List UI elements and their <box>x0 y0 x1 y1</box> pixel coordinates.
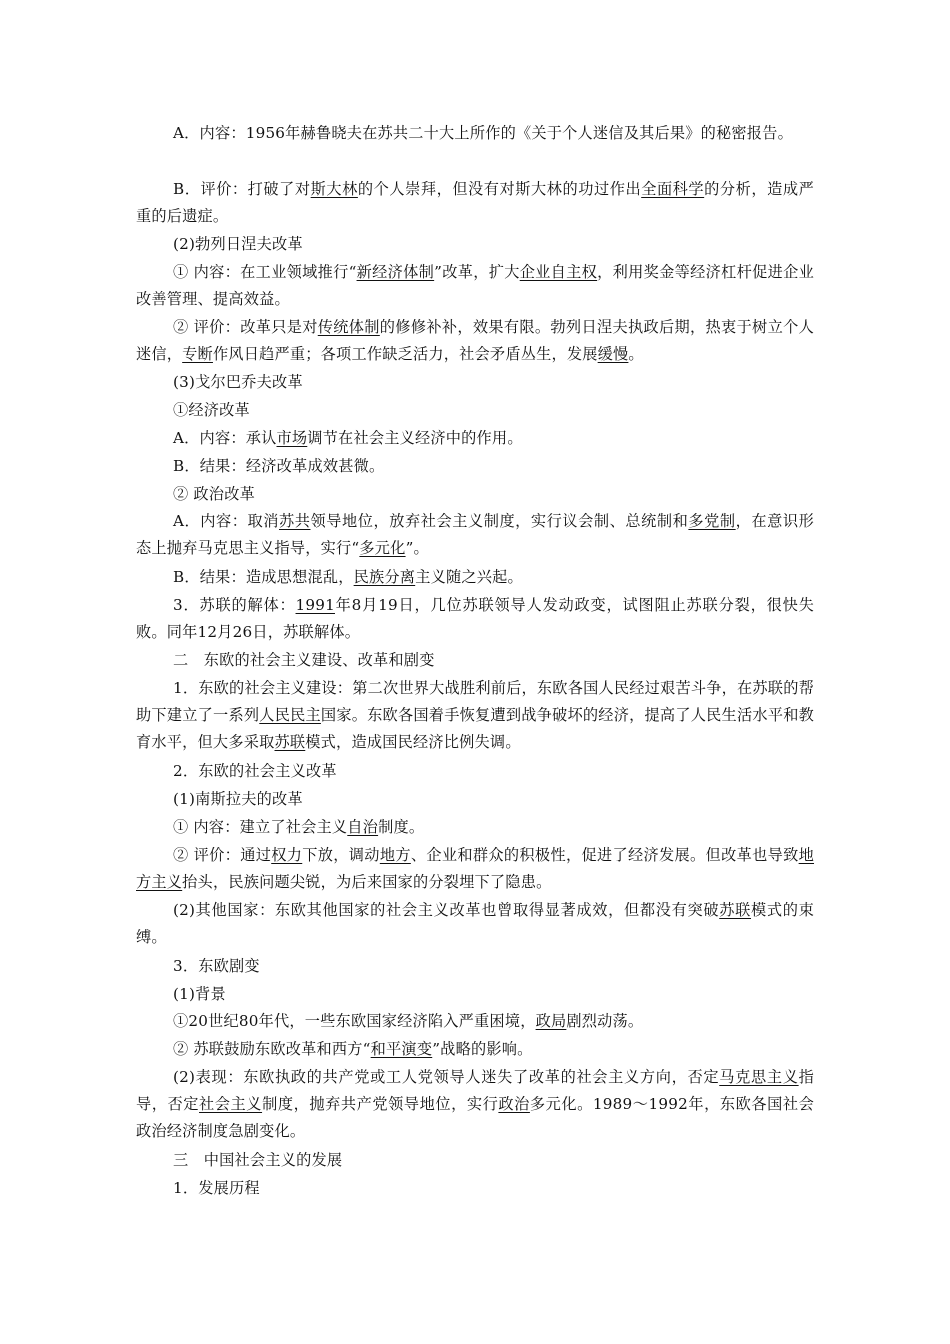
text-run: ”。 <box>405 539 429 557</box>
underlined-term: 全面科学 <box>641 180 705 198</box>
text-run: ”改革，扩大 <box>434 263 520 281</box>
text-run: 多元化。1989～1992年，东欧各国社会政治经济制度急剧变化。 <box>136 1095 814 1140</box>
text-run: (3)戈尔巴乔夫改革 <box>173 373 303 391</box>
text-run: B．评价：打破了对 <box>173 180 311 198</box>
text-run: ① 内容：建立了社会主义 <box>173 818 348 836</box>
paragraph <box>136 758 814 785</box>
paragraph <box>136 1036 814 1063</box>
text-run: 抬头，民族问题尖锐，为后来国家的分裂埋下了隐患。 <box>182 873 552 891</box>
text-run: 二 东欧的社会主义建设、改革和剧变 <box>173 651 435 669</box>
paragraph <box>136 842 814 896</box>
text-run: 指导，否定 <box>136 1068 815 1113</box>
underlined-term: 斯大林 <box>310 180 358 198</box>
text-run: ，在意识形态上抛弃马克思主义指导，实行“ <box>136 512 815 557</box>
underlined-term: 自治 <box>347 818 379 836</box>
underlined-term: 和平演变 <box>370 1040 433 1058</box>
paragraph <box>136 1175 814 1202</box>
text-run: ② 苏联鼓励东欧改革和西方“ <box>173 1040 371 1058</box>
text-run: (2)表现：东欧执政的共产党或工人党领导人迷失了改革的社会主义方向，否定 <box>173 1068 720 1086</box>
underlined-term: 民族分离 <box>353 568 416 586</box>
text-run: 三 中国社会主义的发展 <box>173 1151 343 1169</box>
underlined-term: 政局 <box>535 1012 567 1030</box>
text-run: A．内容：取消 <box>173 512 279 530</box>
underlined-term: 缓慢 <box>597 345 629 363</box>
text-run: 的个人崇拜，但没有对斯大林的功过作出 <box>357 180 642 198</box>
text-run: B．结果：造成思想混乱， <box>173 568 354 586</box>
paragraph <box>136 897 814 951</box>
text-run: 剧烈动荡。 <box>566 1012 644 1030</box>
text-run: ② 政治改革 <box>173 485 255 503</box>
text-run: 2．东欧的社会主义改革 <box>173 762 337 780</box>
underlined-term: 企业自主权 <box>519 263 598 281</box>
underlined-term: 1991 <box>295 596 335 614</box>
text-run: 下放，调动 <box>302 846 380 864</box>
text-run: 年8月19日，几位苏联领导人发动政变，试图阻止苏联分裂，很快失败。同年12月26日，苏联解体。 <box>136 596 814 641</box>
text-run: 的修修补补，效果有限。勃列日涅夫执政后期，热衷于树立个人迷信， <box>136 318 814 363</box>
text-run: (2)其他国家：东欧其他国家的社会主义改革也曾取得显著成效，但都没有突破 <box>173 901 720 919</box>
text-run: (1)背景 <box>173 985 226 1003</box>
underlined-term: 社会主义 <box>199 1095 263 1113</box>
text-run: (2)勃列日涅夫改革 <box>173 235 303 253</box>
text-run: 制度。 <box>378 818 425 836</box>
paragraph <box>136 176 814 230</box>
text-run: 3．东欧剧变 <box>173 957 260 975</box>
text-run: 制度，抛弃共产党领导地位，实行 <box>262 1095 499 1113</box>
text-run: 模式，造成国民经济比例失调。 <box>305 733 521 751</box>
text-run: 1．东欧的社会主义建设：第二次世界大战胜利前后，东欧各国人民经过艰苦斗争，在苏联的帮助下建立了一系列 <box>136 679 814 724</box>
text-run: ② 评价：通过 <box>173 846 272 864</box>
text-run: ② 评价：改革只是对 <box>173 318 318 336</box>
text-run: 。 <box>628 345 644 363</box>
underlined-term: 政治 <box>498 1095 530 1113</box>
paragraph <box>136 314 814 368</box>
underlined-term: 地方 <box>379 846 411 864</box>
underlined-term: 苏联 <box>274 733 306 751</box>
underlined-term: 人民民主 <box>259 706 321 724</box>
underlined-term: 多元化 <box>359 539 406 557</box>
paragraph <box>136 1147 814 1174</box>
underlined-term: 传统体制 <box>317 318 380 336</box>
text-run: 的分析，造成严重的后遗症。 <box>136 180 814 225</box>
text-run: (1)南斯拉夫的改革 <box>173 790 303 808</box>
underlined-term: 专断 <box>182 345 213 363</box>
paragraph <box>136 397 814 424</box>
paragraph <box>136 953 814 980</box>
text-run: 主义随之兴起。 <box>415 568 523 586</box>
paragraph <box>136 120 814 147</box>
underlined-term: 市场 <box>276 429 308 447</box>
text-run: 1．发展历程 <box>173 1179 260 1197</box>
paragraph <box>136 1064 814 1145</box>
paragraph <box>136 369 814 396</box>
text-run: 国家。东欧各国着手恢复遭到战争破坏的经济，提高了人民生活水平和教育水平，但大多采取 <box>136 706 814 751</box>
paragraph <box>136 259 814 313</box>
text-run: ①经济改革 <box>173 401 250 419</box>
underlined-term: 苏共 <box>279 512 311 530</box>
text-run: 调节在社会主义经济中的作用。 <box>307 429 523 447</box>
paragraph <box>136 814 814 841</box>
text-run: 3．苏联的解体： <box>173 596 296 614</box>
paragraph <box>136 453 814 480</box>
text-run: 模式的束缚。 <box>136 901 814 946</box>
paragraph <box>136 675 814 756</box>
paragraph <box>136 481 814 508</box>
underlined-term: 地方主义 <box>136 846 815 891</box>
text-run: 、企业和群众的积极性，促进了经济发展。但改革也导致 <box>410 846 799 864</box>
text-run: ① 内容：在工业领域推行“ <box>173 263 357 281</box>
paragraph <box>136 647 814 674</box>
paragraph <box>136 592 814 646</box>
underlined-term: 新经济体制 <box>356 263 435 281</box>
paragraph <box>136 786 814 813</box>
text-run: A．内容：承认 <box>173 429 277 447</box>
paragraph <box>136 425 814 452</box>
paragraph <box>136 508 814 562</box>
paragraph <box>136 981 814 1008</box>
text-run: A．内容：1956年赫鲁晓夫在苏共二十大上所作的《关于个人迷信及其后果》的秘密报告。 <box>173 124 793 142</box>
text-run: ①20世纪80年代，一些东欧国家经济陷入严重困境， <box>173 1012 536 1030</box>
underlined-term: 权力 <box>271 846 303 864</box>
text-run: 领导地位，放弃社会主义制度，实行议会制、总统制和 <box>310 512 689 530</box>
text-run: ，利用奖金等经济杠杆促进企业改善管理、提高效益。 <box>136 263 814 308</box>
underlined-term: 多党制 <box>688 512 736 530</box>
paragraph <box>136 564 814 591</box>
paragraph <box>136 1008 814 1035</box>
text-run: B．结果：经济改革成效甚微。 <box>173 457 385 475</box>
text-run: ”战略的影响。 <box>432 1040 533 1058</box>
underlined-term: 苏联 <box>719 901 751 919</box>
text-run: 作风日趋严重；各项工作缺乏活力，社会矛盾丛生，发展 <box>212 345 598 363</box>
paragraph <box>136 231 814 258</box>
underlined-term: 马克思主义 <box>719 1068 799 1086</box>
